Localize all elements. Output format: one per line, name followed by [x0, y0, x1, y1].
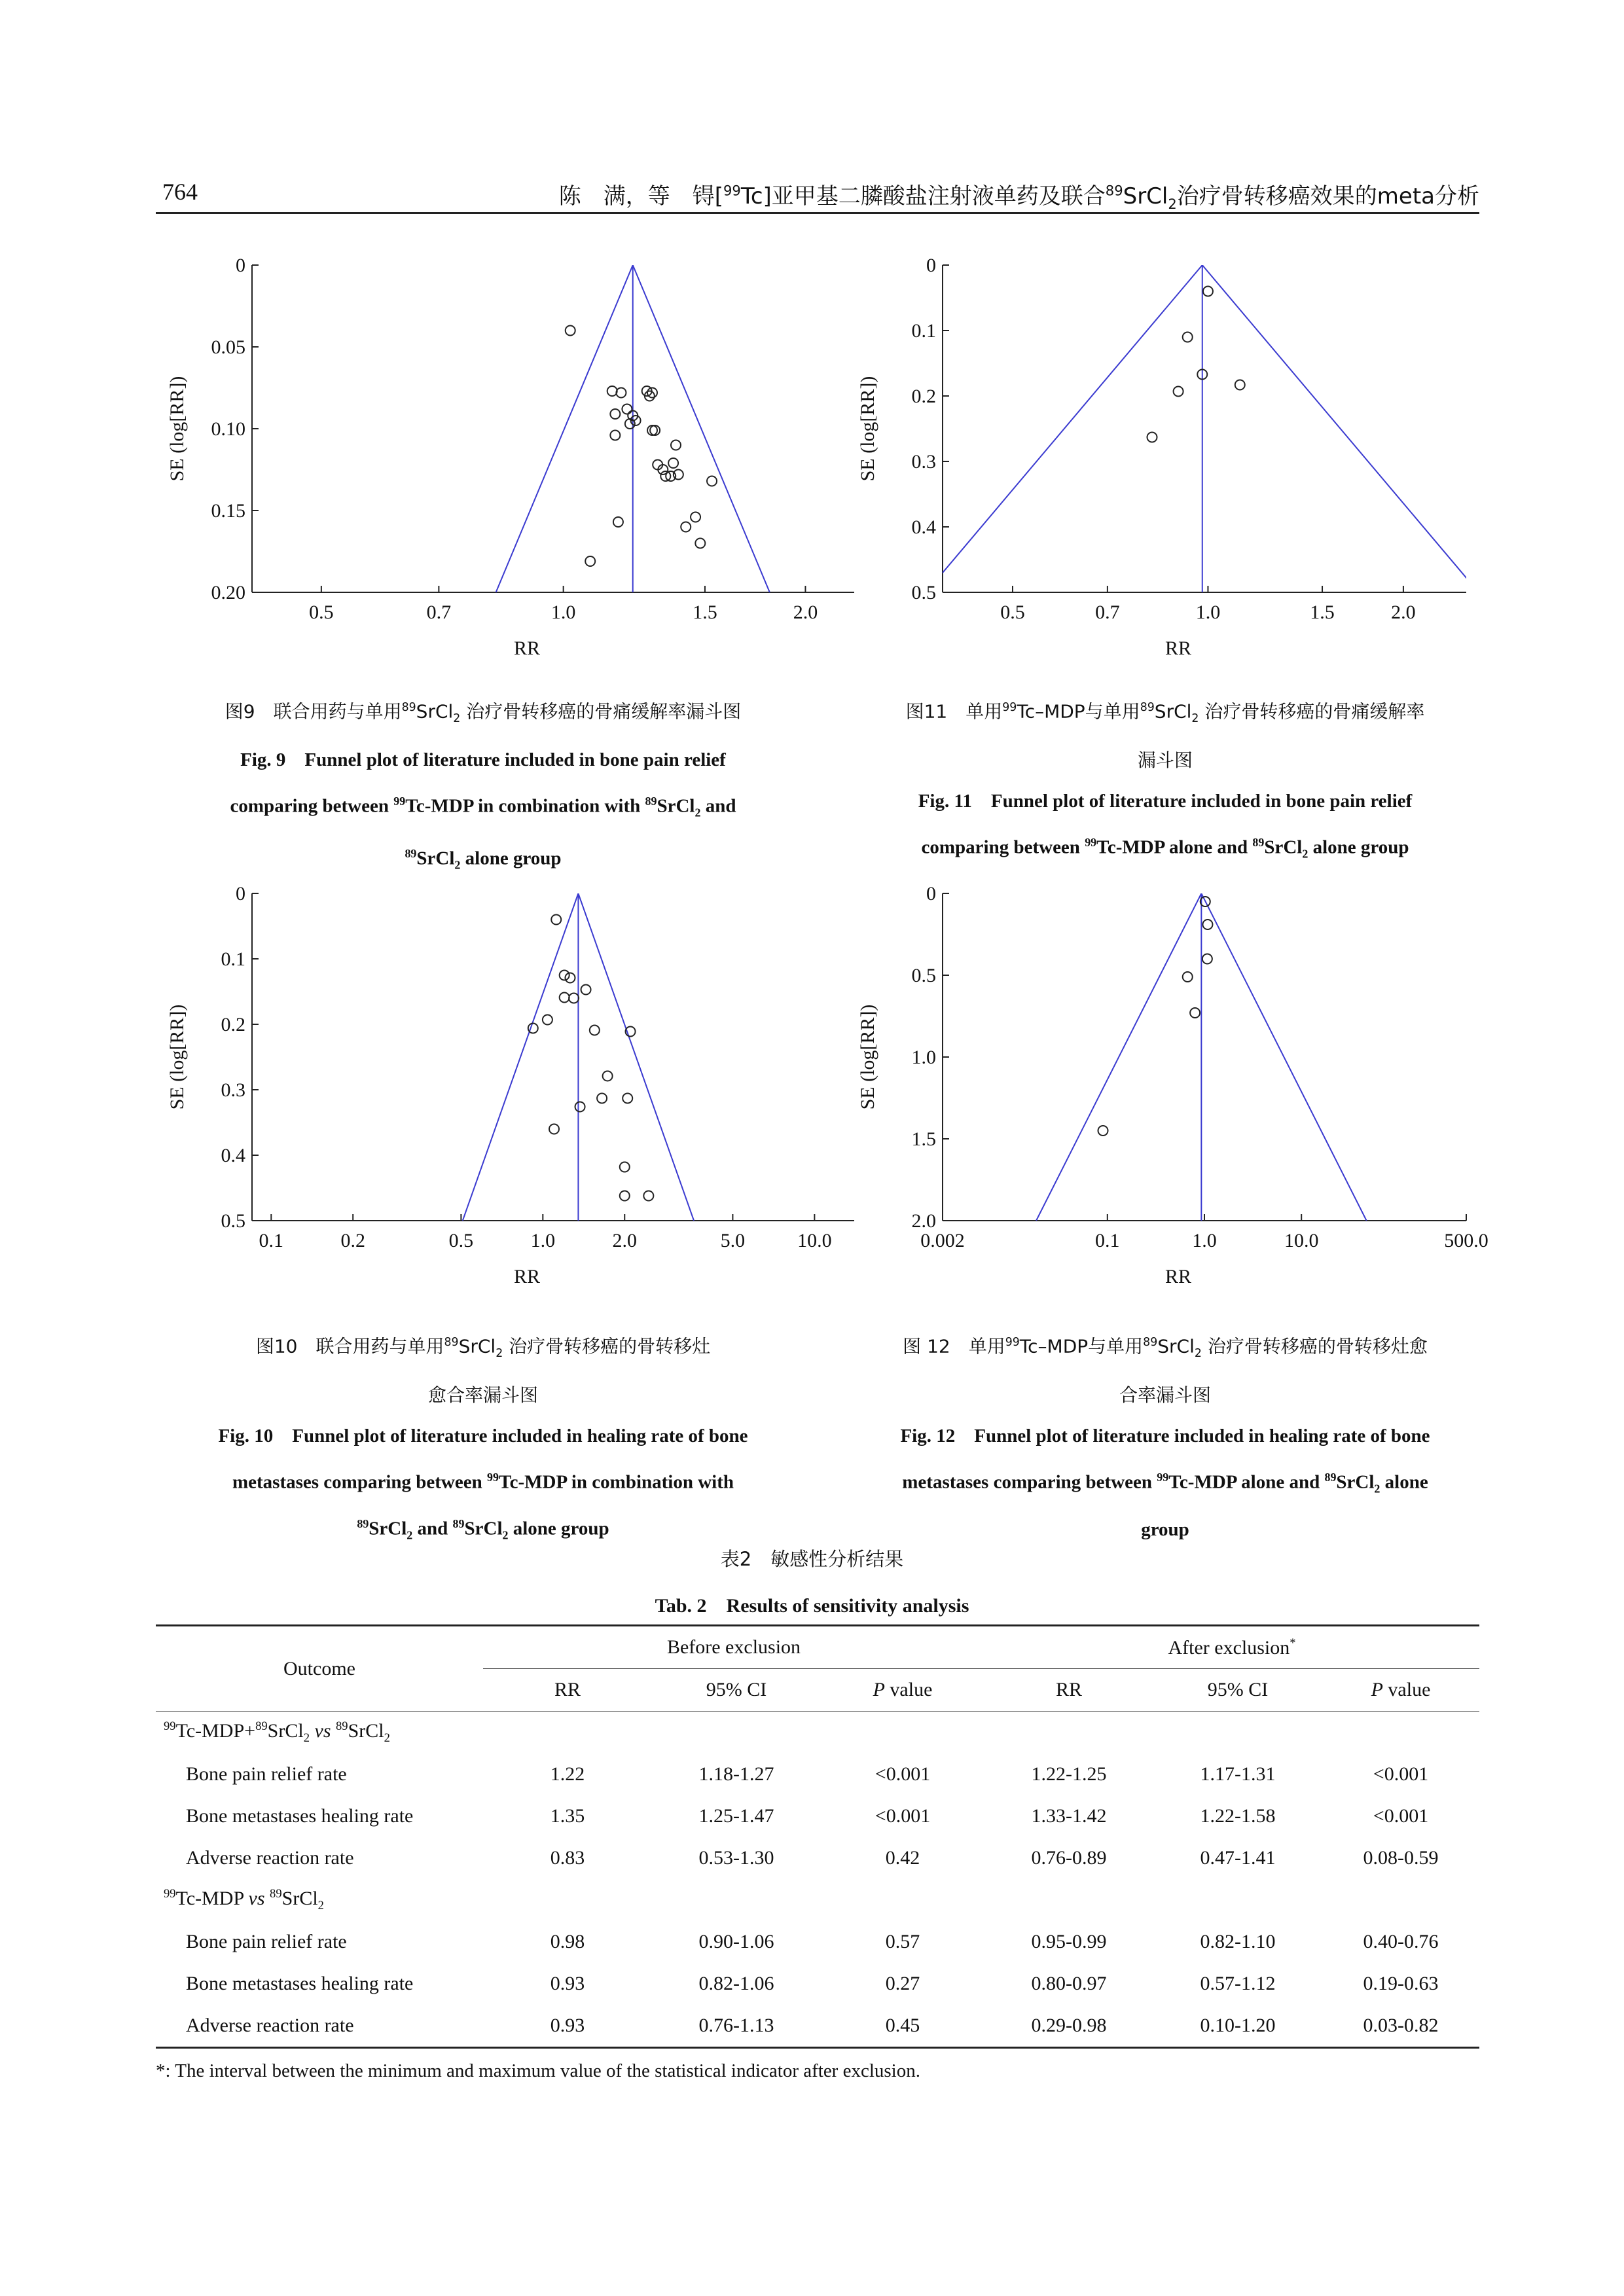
table-footnote: *: The interval between the minimum and maximum value of the statistical indicator after exclusion.: [156, 2060, 920, 2081]
col-after-exclusion: After exclusion*: [984, 1626, 1479, 1669]
table-row: Bone metastases healing rate 0.93 0.82-1.06 0.27 0.80-0.97 0.57-1.12 0.19-0.63: [186, 1973, 1439, 1994]
x-axis-label: RR: [1164, 1266, 1192, 1287]
x-tick-label: 2.0: [793, 601, 818, 623]
data-point: [623, 1094, 632, 1103]
table-title-cn: 表2 敏感性分析结果: [720, 1548, 904, 1570]
data-point: [597, 1094, 607, 1103]
data-point: [695, 539, 705, 548]
y-tick-label: 0.3: [221, 1079, 245, 1101]
y-tick-label: 0.2: [221, 1014, 245, 1035]
data-point: [603, 1071, 613, 1081]
x-tick-label: 0.2: [340, 1230, 365, 1251]
data-point: [1183, 332, 1193, 342]
data-point: [590, 1026, 600, 1035]
data-point: [643, 1191, 653, 1201]
x-tick-label: 1.0: [1192, 1230, 1217, 1251]
data-point: [691, 512, 700, 522]
caption-en: Fig. 12 Funnel plot of literature included in healing rate of bone metastases comparing between $^{99}$Tc-MDP alone and $^{89}$SrCl$_2$ alone group: [900, 1425, 1430, 1541]
data-point: [1174, 387, 1183, 397]
x-tick-label: 0.002: [920, 1230, 965, 1251]
data-point: [607, 386, 617, 396]
data-point: [668, 458, 678, 468]
caption-en: Fig. 10 Funnel plot of literature included in healing rate of bone metastases comparing between $^{99}$Tc-MDP in combination with $^{89}$SrCl$_2$ and $^{89}$SrCl$_2$ alone group: [218, 1425, 748, 1542]
x-tick-label: 1.0: [530, 1230, 556, 1251]
data-point: [566, 326, 575, 336]
y-axis-label: SE (log[RR]): [166, 376, 188, 482]
data-point: [1202, 920, 1212, 929]
data-point: [1202, 954, 1212, 964]
data-point: [1147, 433, 1157, 442]
data-point: [560, 993, 569, 1003]
caption-en: Fig. 9 Funnel plot of literature included in bone pain relief comparing between $^{99}$Tc-MDP in combination with $^{89}$SrCl$_2$ and $^{89}$SrCl$_2$ alone group: [230, 749, 736, 872]
x-tick-label: 1.5: [1310, 601, 1335, 623]
y-tick-label: 0.5: [911, 965, 936, 986]
funnel-plot-fig9: [131, 249, 818, 668]
table-title-en: Tab. 2 Results of sensitivity analysis: [655, 1595, 969, 1617]
data-point: [528, 1024, 538, 1033]
caption-fig11: [838, 687, 1492, 874]
data-point: [1203, 287, 1213, 296]
x-tick-label: 0.5: [448, 1230, 474, 1251]
funnel-plot-fig11: [825, 249, 1479, 668]
x-axis-label: RR: [513, 1266, 541, 1287]
data-point: [620, 1162, 630, 1172]
col-outcome: Outcome: [156, 1626, 483, 1712]
x-tick-label: 10.0: [1284, 1230, 1319, 1251]
x-tick-label: 0.7: [426, 601, 452, 623]
data-point: [610, 409, 620, 419]
y-tick-label: 0.2: [911, 386, 936, 407]
funnel-left-line: [496, 265, 633, 592]
caption-fig9: [156, 687, 810, 886]
x-tick-label: 500.0: [1444, 1230, 1489, 1251]
group-label: $^{99}$Tc-MDP+$^{89}$SrCl$_2$ vs $^{89}$SrCl$_2$: [164, 1719, 390, 1745]
y-tick-label: 1.5: [911, 1128, 936, 1150]
x-tick-label: 0.1: [1095, 1230, 1120, 1251]
data-point: [613, 517, 623, 527]
funnel-left-line: [1036, 893, 1201, 1221]
funnel-right-line: [1202, 265, 1479, 592]
plot-svg: [131, 877, 851, 1296]
data-point: [1235, 380, 1245, 390]
group-label: $^{99}$Tc-MDP vs $^{89}$SrCl$_2$: [164, 1887, 324, 1912]
caption-cn: 图10 联合用药与单用$^{89}$SrCl$_2$ 治疗骨转移癌的骨转移灶 愈合率漏斗图: [255, 1335, 711, 1406]
x-tick-label: 0.1: [259, 1230, 284, 1251]
caption-fig10: [156, 1322, 810, 1556]
caption-en: Fig. 11 Funnel plot of literature included in bone pain relief comparing between $^{99}$Tc-MDP alone and $^{89}$SrCl$_2$ alone group: [918, 790, 1413, 861]
y-axis-label: SE (log[RR]): [857, 1004, 878, 1110]
page-header: [156, 175, 1479, 214]
x-tick-label: 1.0: [1195, 601, 1221, 623]
y-tick-label: 0: [926, 883, 936, 905]
data-point: [1190, 1008, 1200, 1018]
data-point: [543, 1015, 552, 1025]
page-number: 764: [162, 179, 198, 205]
y-tick-label: 0.3: [911, 451, 936, 473]
caption-fig12: [838, 1322, 1492, 1551]
y-tick-label: 1.0: [911, 1047, 936, 1068]
x-tick-label: 0.5: [309, 601, 334, 623]
data-point: [585, 556, 595, 566]
data-point: [581, 985, 591, 995]
table-row: Bone pain relief rate 1.22 1.18-1.27 <0.001 1.22-1.25 1.17-1.31 <0.001: [186, 1763, 1429, 1785]
y-tick-label: 0.5: [911, 582, 936, 603]
y-axis-label: SE (log[RR]): [166, 1004, 188, 1110]
plot-svg: [825, 249, 1545, 668]
y-tick-label: 0: [236, 883, 245, 905]
x-tick-label: 1.0: [550, 601, 576, 623]
caption-cn: 图9 联合用药与单用$^{89}$SrCl$_2$ 治疗骨转移癌的骨痛缓解率漏斗图: [225, 700, 742, 725]
funnel-right-line: [633, 265, 770, 592]
table-row: Adverse reaction rate 0.93 0.76-1.13 0.45 0.29-0.98 0.10-1.20 0.03-0.82: [156, 2005, 1479, 2048]
x-tick-label: 1.5: [693, 601, 717, 623]
data-point: [610, 431, 620, 440]
x-tick-label: 0.5: [1000, 601, 1025, 623]
y-tick-label: 2.0: [911, 1210, 936, 1232]
funnel-plot-fig12: [825, 877, 1489, 1296]
x-tick-label: 5.0: [720, 1230, 746, 1251]
x-tick-label: 10.0: [797, 1230, 832, 1251]
sensitivity-table: [156, 1624, 1479, 2049]
y-axis-label: SE (log[RR]): [857, 376, 878, 482]
x-axis-label: RR: [1164, 637, 1192, 659]
y-tick-label: 0.10: [211, 418, 245, 440]
data-point: [560, 971, 569, 980]
funnel-right-line: [1201, 893, 1366, 1221]
plot-svg: [131, 249, 851, 668]
data-point: [681, 522, 691, 532]
data-point: [551, 915, 561, 925]
col-ci-before: 95% CI: [652, 1669, 821, 1712]
funnel-left-line: [463, 893, 579, 1221]
data-point: [671, 440, 681, 450]
col-rr-after: RR: [984, 1669, 1153, 1712]
x-axis-label: RR: [513, 637, 541, 659]
data-point: [620, 1191, 630, 1201]
col-p-after: P value: [1322, 1669, 1479, 1712]
plot-svg: [825, 877, 1545, 1296]
funnel-group: [1036, 893, 1367, 1221]
data-point: [622, 404, 632, 414]
data-point: [1098, 1126, 1108, 1136]
funnel-left-line: [926, 265, 1202, 592]
funnel-group: [926, 265, 1479, 592]
group-row-combination: [156, 1712, 1479, 1754]
x-tick-label: 0.7: [1095, 601, 1120, 623]
group-row-single: [156, 1879, 1479, 1921]
y-tick-label: 0.4: [221, 1145, 245, 1166]
funnel-plot-fig10: [131, 877, 832, 1296]
data-point: [569, 994, 579, 1003]
data-point: [549, 1124, 559, 1134]
col-before-exclusion: Before exclusion: [483, 1626, 984, 1669]
col-p-before: P value: [821, 1669, 984, 1712]
funnel-right-line: [578, 893, 694, 1221]
data-point: [1183, 972, 1193, 982]
data-point: [575, 1102, 585, 1112]
table-row: Adverse reaction rate 0.83 0.53-1.30 0.42 0.76-0.89 0.47-1.41 0.08-0.59: [186, 1847, 1439, 1869]
x-tick-label: 2.0: [612, 1230, 638, 1251]
y-tick-label: 0.5: [221, 1210, 245, 1232]
y-tick-label: 0.05: [211, 336, 245, 358]
funnel-group: [496, 265, 770, 592]
funnel-group: [463, 893, 694, 1221]
caption-cn: 图11 单用$^{99}$Tc–MDP与单用$^{89}$SrCl$_2$ 治疗骨转移癌的骨痛缓解率 漏斗图: [905, 700, 1425, 771]
y-tick-label: 0: [926, 255, 936, 276]
data-point: [707, 476, 717, 486]
x-tick-label: 2.0: [1391, 601, 1416, 623]
col-rr-before: RR: [483, 1669, 652, 1712]
data-point: [565, 973, 575, 983]
table-row: Bone pain relief rate 0.98 0.90-1.06 0.57 0.95-0.99 0.82-1.10 0.40-0.76: [186, 1931, 1439, 1952]
y-tick-label: 0.1: [221, 948, 245, 970]
running-title: 陈 满，等 锝[$^{99}$Tc]亚甲基二膦酸盐注射液单药及联合$^{89}$SrCl$_2$治疗骨转移癌效果的meta分析: [558, 182, 1479, 212]
y-tick-label: 0.1: [911, 320, 936, 342]
y-tick-label: 0.15: [211, 500, 245, 522]
col-ci-after: 95% CI: [1153, 1669, 1322, 1712]
data-point: [647, 388, 657, 398]
y-tick-label: 0: [236, 255, 245, 276]
table-row: Bone metastases healing rate 1.35 1.25-1.47 <0.001 1.33-1.42 1.22-1.58 <0.001: [186, 1805, 1429, 1827]
data-point: [616, 388, 626, 398]
y-tick-label: 0.20: [211, 582, 245, 603]
caption-cn: 图 12 单用$^{99}$Tc–MDP与单用$^{89}$SrCl$_2$ 治疗骨转移癌的骨转移灶愈 合率漏斗图: [903, 1335, 1428, 1406]
y-tick-label: 0.4: [911, 516, 936, 538]
